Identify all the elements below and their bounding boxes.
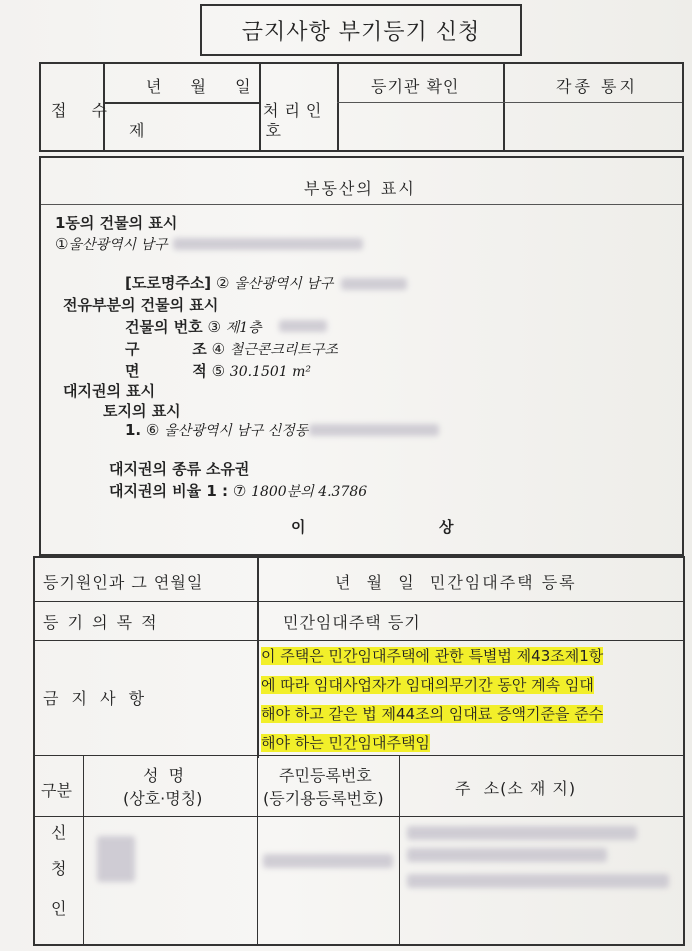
building-address: 울산광역시 남구 bbox=[68, 237, 168, 253]
redacted-applicant-name bbox=[97, 836, 135, 882]
structure-label-b: 조 bbox=[192, 340, 207, 358]
land-right-heading: 대지권의 표시 bbox=[63, 382, 156, 400]
id-header-1: 주민등록번호 bbox=[279, 766, 372, 785]
circle-number-4: ④ bbox=[211, 340, 226, 358]
reception-label: 접 수 bbox=[51, 101, 117, 120]
redacted-applicant-id bbox=[263, 854, 393, 868]
circle-number-3: ③ bbox=[207, 318, 221, 336]
right-ratio-label: 대지권의 비율 1 : bbox=[109, 482, 229, 500]
building-address-row bbox=[55, 234, 168, 254]
purpose-label: 등 기 의 목 적 bbox=[43, 613, 159, 632]
redacted-applicant-address bbox=[407, 848, 607, 862]
processor-label: 처리인 bbox=[263, 101, 328, 120]
prohibition-line: 해야 하는 민간임대주택임 bbox=[261, 734, 430, 752]
registration-details-table bbox=[33, 556, 685, 946]
prohibition-label: 금 지 사 항 bbox=[43, 689, 149, 708]
unit-number-value: 제1층 bbox=[225, 320, 262, 336]
property-title: 부동산의 표시 bbox=[304, 179, 416, 198]
prohibition-line: 해야 하고 같은 법 제44조의 임대료 증액기준을 준수 bbox=[261, 705, 604, 723]
road-address-label: [도로명주소] bbox=[125, 274, 212, 292]
circle-number-5: ⑤ bbox=[211, 362, 226, 380]
name-header-1: 성 명 bbox=[143, 766, 185, 785]
reception-table bbox=[39, 62, 684, 152]
redacted-road-address bbox=[341, 278, 407, 290]
redacted-address bbox=[173, 238, 363, 250]
end-mark-b: 상 bbox=[439, 518, 454, 536]
circle-number-1: ① bbox=[55, 235, 69, 253]
road-address-row bbox=[125, 272, 333, 293]
road-address: 울산광역시 남구 bbox=[234, 276, 334, 292]
number-label: 제 호 bbox=[129, 121, 339, 140]
applicant-label-1: 신 bbox=[51, 823, 67, 842]
date-label: 년 월 일 bbox=[146, 77, 263, 96]
registrar-confirm-label: 등기관 확인 bbox=[371, 77, 460, 96]
right-ratio-value: 1800분의 4.3786 bbox=[251, 484, 368, 500]
redacted-unit-number bbox=[279, 320, 327, 332]
applicant-type-header: 구분 bbox=[41, 781, 72, 800]
unit-number-label: 건물의 번호 bbox=[125, 318, 203, 336]
unit-number-row bbox=[125, 316, 262, 337]
address-header: 주 소(소 재 지) bbox=[455, 779, 577, 798]
circle-number-2: ② bbox=[215, 274, 230, 292]
land-index: 1. bbox=[125, 421, 142, 439]
property-section bbox=[39, 156, 684, 556]
area-label-b: 적 bbox=[192, 362, 207, 380]
right-type-value: 소유권 bbox=[205, 460, 250, 478]
redacted-land-address bbox=[309, 424, 439, 436]
cause-value: 년 월 일 민간임대주택 등록 bbox=[335, 573, 577, 592]
purpose-value: 민간임대주택 등기 bbox=[283, 613, 421, 632]
area-row bbox=[125, 360, 311, 381]
prohibition-line: 에 따라 임대사업자가 임대의무기간 동안 계속 임대 bbox=[261, 676, 594, 694]
redacted-applicant-address bbox=[407, 826, 637, 840]
right-ratio-row bbox=[109, 480, 367, 501]
applicant-label-3: 인 bbox=[51, 899, 67, 918]
land-heading: 토지의 표시 bbox=[103, 402, 181, 420]
applicant-label-2: 청 bbox=[51, 859, 67, 878]
structure-label-a: 구 bbox=[125, 340, 140, 358]
form-title: 금지사항 부기등기 신청 bbox=[200, 4, 522, 56]
building-heading: 1동의 건물의 표시 bbox=[55, 214, 178, 232]
redacted-applicant-address bbox=[407, 874, 669, 888]
unit-heading: 전유부분의 건물의 표시 bbox=[63, 296, 219, 314]
id-header-2: (등기용등록번호) bbox=[263, 789, 384, 808]
end-mark-a: 이 bbox=[291, 518, 306, 536]
structure-row bbox=[125, 338, 338, 359]
circle-number-6: ⑥ bbox=[145, 421, 160, 439]
right-type-label: 대지권의 종류 bbox=[109, 460, 202, 478]
notifications-label: 각종 통지 bbox=[556, 77, 638, 96]
prohibition-line: 이 주택은 민간임대주택에 관한 특별법 제43조제1항 bbox=[261, 647, 604, 665]
circle-number-7: ⑦ bbox=[232, 482, 247, 500]
area-value: 30.1501 m² bbox=[229, 364, 312, 380]
right-type-row bbox=[109, 458, 249, 479]
land-row bbox=[125, 420, 308, 440]
land-address: 울산광역시 남구 신정동 bbox=[164, 423, 309, 439]
cause-label: 등기원인과 그 연월일 bbox=[43, 573, 204, 592]
name-header-2: (상호·명칭) bbox=[123, 789, 203, 808]
structure-value: 철근콘크리트구조 bbox=[229, 342, 338, 358]
area-label-a: 면 bbox=[125, 362, 140, 380]
